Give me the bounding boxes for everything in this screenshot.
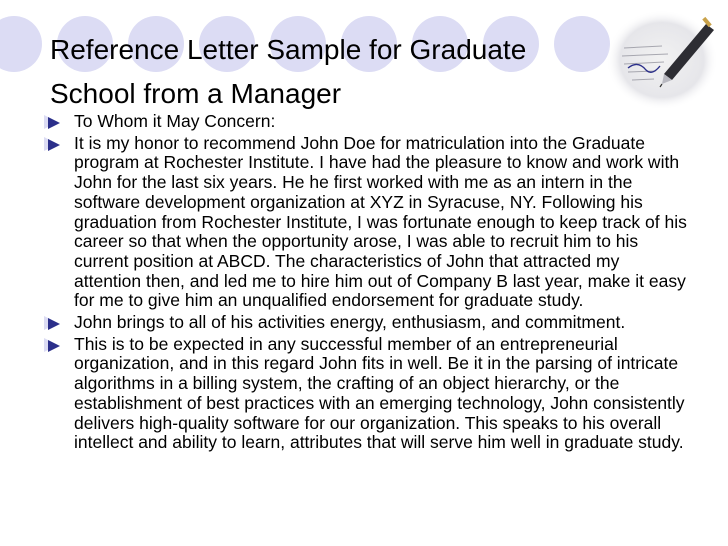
triangle-bullet-icon xyxy=(42,336,62,354)
bullet-text: John brings to all of his activities energy, enthusiasm, and commitment. xyxy=(74,312,626,333)
pen-writing-document-image xyxy=(606,10,718,110)
bullet-text: It is my honor to recommend John Doe for matriculation into the Graduate program at Rochester Institute. I have had the pleasure to know and work with John for the last six years. He he first worked with me as an intern in the software development organization at XYZ in Syracuse, NY. Following his graduation from Rochester Institute, I was fortunate enough to keep track of his career so that when the opportunity arose, I was able to recruit him to his current position at ABCD. The characteristics of John that attracted my attention then, and led me to hire him out of Company B last year, make it easy for me to give him an unqualified endorsement for graduate study. xyxy=(74,132,687,311)
bullet-item xyxy=(0,134,728,311)
bullet-item xyxy=(0,112,728,132)
triangle-bullet-icon xyxy=(42,113,62,131)
bullet-text: To Whom it May Concern: xyxy=(74,111,276,131)
bullet-item xyxy=(0,335,728,453)
triangle-bullet-icon xyxy=(42,314,62,332)
deco-circle xyxy=(0,16,42,72)
slide-title-line-2: School from a Manager xyxy=(50,78,342,109)
bullet-item xyxy=(0,313,728,333)
slide-title-line-1: Reference Letter Sample for Graduate xyxy=(50,34,527,65)
bullet-text: This is to be expected in any successful member of an entrepreneurial organization, and in this regard John fits in well. Be it in the parsing of intricate algorithms in a billing system, the crafting of an object hierarchy, or the establishment of best practices with an emerging technology, John consistently delivers high-quality software for our organization. This speaks to his overall intellect and ability to learn, attributes that will serve him well in graduate study. xyxy=(74,333,685,453)
slide-title xyxy=(50,28,610,116)
bullet-list xyxy=(0,112,728,455)
triangle-bullet-icon xyxy=(42,135,62,153)
